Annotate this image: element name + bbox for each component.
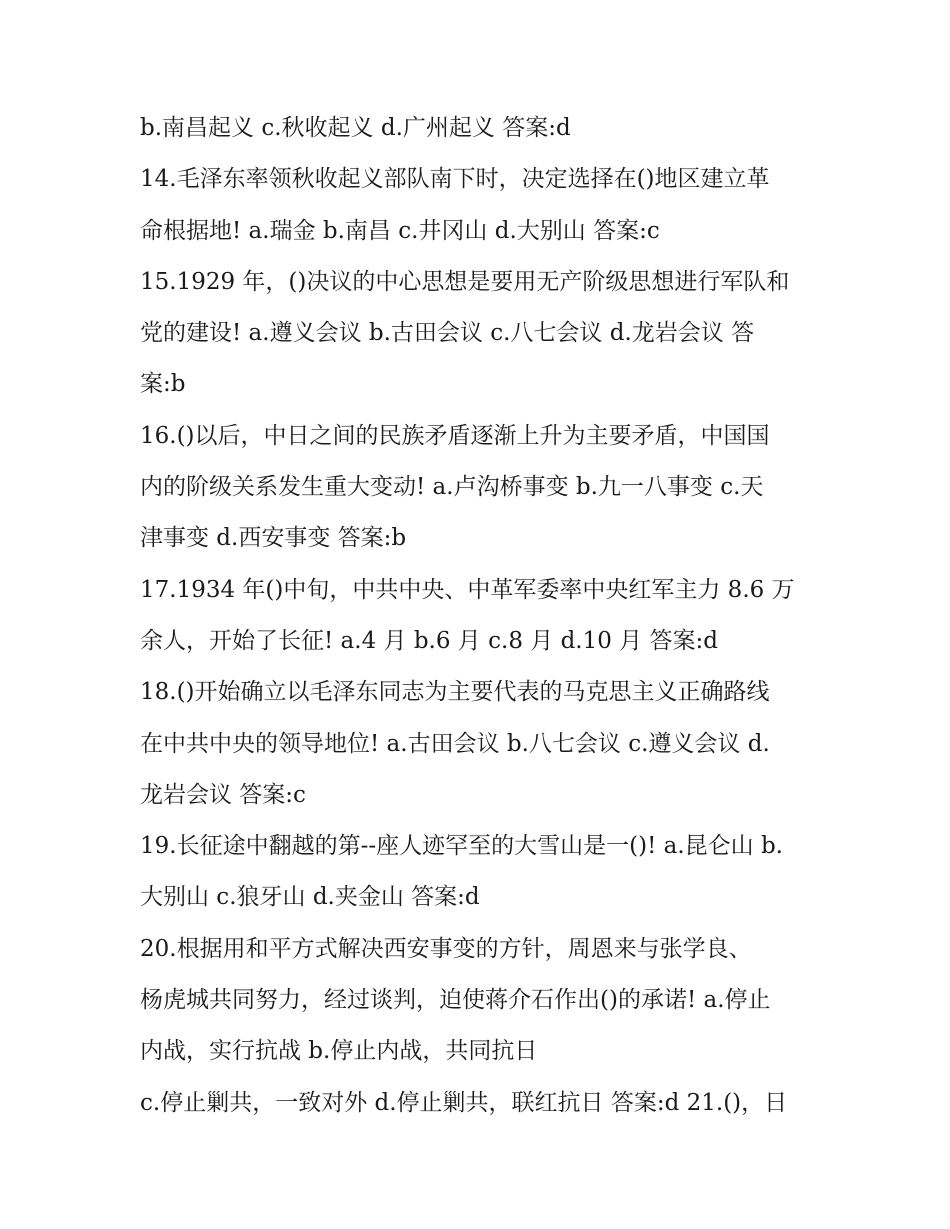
text-line: 案:b (140, 371, 186, 398)
text-line: 16.()以后，中日之间的民族矛盾逐渐上升为主要矛盾，中国国 (140, 422, 770, 449)
text-line: b.南昌起义 c.秋收起义 d.广州起义 答案:d (140, 115, 571, 141)
text-line: 党的建设! a.遵义会议 b.古田会议 c.八七会议 d.龙岩会议 答 (140, 320, 755, 347)
text-line: c.停止剿共，一致对外 d.停止剿共，联红抗日 答案:d 21.()，日 (140, 1089, 788, 1116)
text-line: 内的阶级关系发生重大变动! a.卢沟桥事变 b.九一八事变 c.天 (140, 474, 764, 501)
text-line: 津事变 d.西安事变 答案:b (140, 525, 407, 552)
text-line: 内战，实行抗战 b.停止内战，共同抗日 (140, 1038, 538, 1065)
text-line: 龙岩会议 答案:c (140, 781, 306, 808)
text-line: 14.毛泽东率领秋收起义部队南下时，决定选择在()地区建立革 (140, 166, 770, 193)
text-line: 18.()开始确立以毛泽东同志为主要代表的马克思主义正确路线 (140, 679, 770, 706)
text-line: 20.根据用和平方式解决西安事变的方针，周恩来与张学良、 (140, 935, 752, 962)
text-line: 19.长征途中翻越的第--座人迹罕至的大雪山是一()! a.昆仑山 b. (140, 833, 783, 860)
text-line: 15.1929 年，()决议的中心思想是要用无产阶级思想进行军队和 (140, 268, 790, 295)
text-line: 大别山 c.狼牙山 d.夹金山 答案:d (140, 884, 480, 911)
document-body (140, 103, 820, 1129)
text-line: 17.1934 年()中旬，中共中央、中革军委率中央红军主力 8.6 万 (140, 576, 795, 603)
text-line: 命根据地! a.瑞金 b.南昌 c.井冈山 d.大别山 答案:c (140, 217, 660, 244)
text-line: 杨虎城共同努力，经过谈判，迫使蒋介石作出()的承诺! a.停止 (140, 987, 771, 1014)
text-line: 余人，开始了长征! a.4 月 b.6 月 c.8 月 d.10 月 答案:d (140, 627, 718, 654)
text-line: 在中共中央的领导地位! a.古田会议 b.八七会议 c.遵义会议 d. (140, 730, 770, 757)
